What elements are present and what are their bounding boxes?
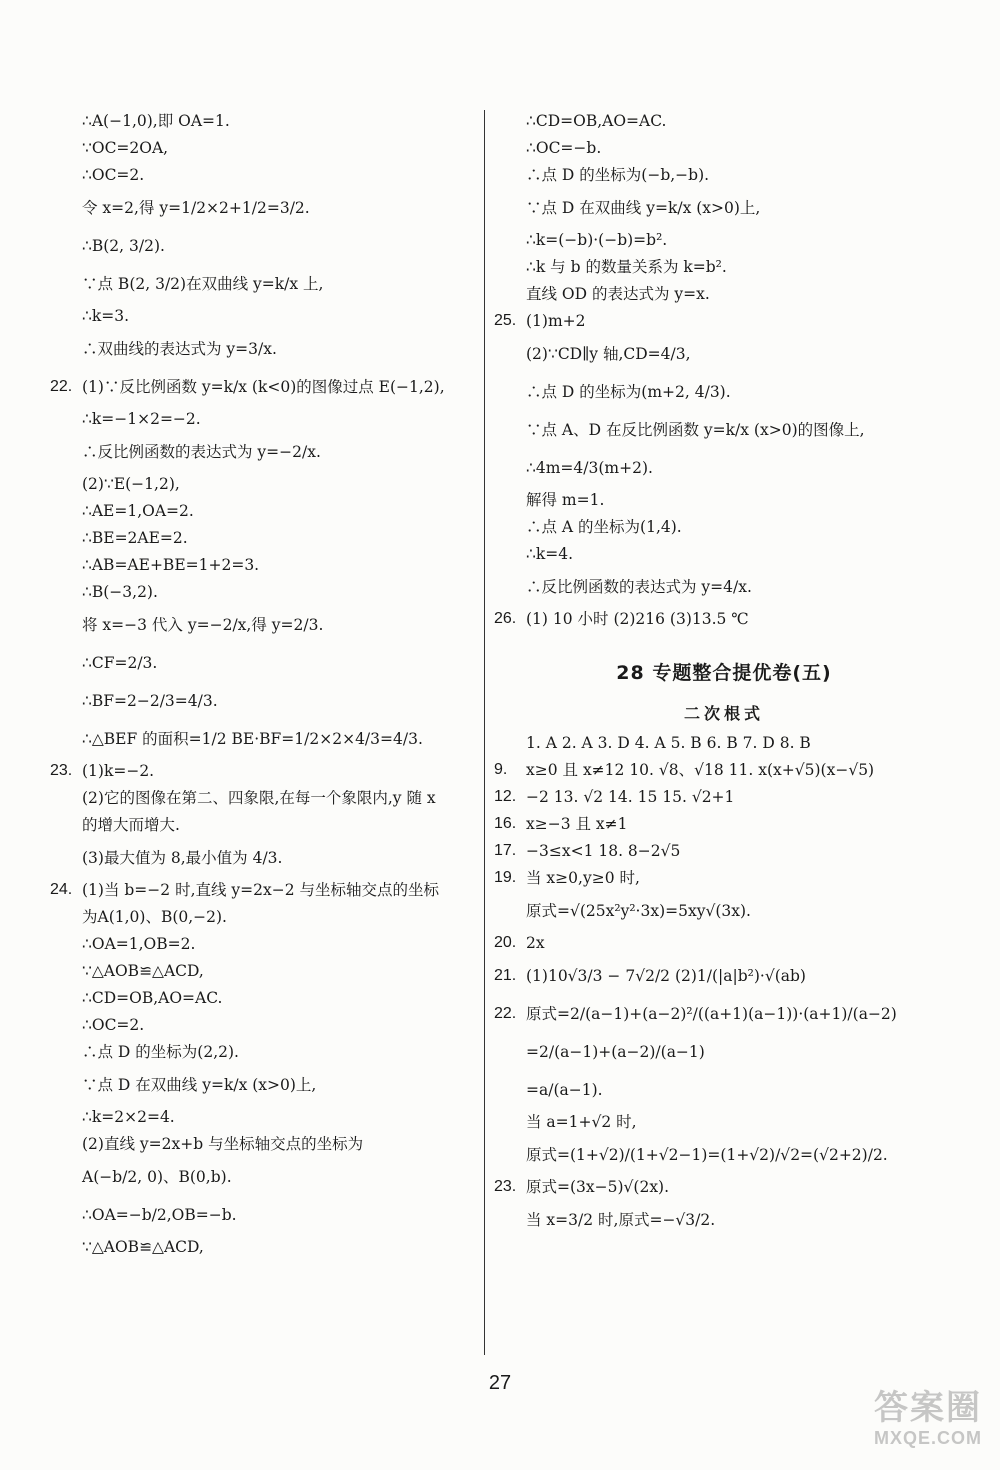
question-number: 19. bbox=[494, 869, 517, 886]
answer-line bbox=[50, 303, 480, 329]
answer-text: =a/(a−1). bbox=[526, 1081, 603, 1099]
answer-line bbox=[50, 839, 480, 877]
answer-text: ∴AE=1,OA=2. bbox=[82, 502, 194, 520]
answer-line bbox=[494, 108, 954, 134]
question-number: 12. bbox=[494, 788, 517, 805]
sub-title: 二次根式 bbox=[683, 704, 764, 723]
answer-line bbox=[494, 189, 954, 227]
answer-text: ∴△BEF 的面积=1/2 BE·BF=1/2×2×4/3=4/3. bbox=[82, 730, 423, 748]
answer-text: 原式=√(25x²y²·3x)=5xy√(3x). bbox=[526, 902, 751, 920]
answer-line bbox=[494, 838, 954, 864]
answer-line bbox=[50, 758, 480, 784]
answer-line bbox=[50, 1158, 480, 1196]
answer-line bbox=[494, 487, 954, 513]
section-title: 28 专题整合提优卷(五) bbox=[616, 662, 832, 684]
answer-text: ∴B(−3,2). bbox=[82, 583, 158, 601]
answer-text: ∴k=(−b)·(−b)=b². bbox=[526, 231, 668, 249]
answer-line bbox=[494, 995, 954, 1033]
left-column bbox=[50, 108, 480, 1261]
answer-line bbox=[50, 579, 480, 605]
answer-line bbox=[50, 525, 480, 551]
answer-line bbox=[494, 957, 954, 995]
answer-line bbox=[50, 330, 480, 368]
answer-line bbox=[50, 552, 480, 578]
answer-text: 令 x=2,得 y=1/2×2+1/2=3/2. bbox=[82, 199, 310, 217]
answer-line bbox=[50, 606, 480, 644]
answer-line bbox=[494, 606, 954, 632]
answer-line bbox=[494, 335, 954, 373]
answer-line bbox=[494, 784, 954, 810]
answer-line bbox=[494, 1201, 954, 1239]
answer-line bbox=[494, 135, 954, 161]
question-number: 25. bbox=[494, 312, 517, 329]
page-number: 27 bbox=[488, 1372, 512, 1394]
answer-line bbox=[50, 189, 480, 227]
answer-text: ∴AB=AE+BE=1+2=3. bbox=[82, 556, 260, 574]
answer-text: ∴k=3. bbox=[82, 307, 130, 325]
watermark-bottom-text: MXQE.COM bbox=[873, 1428, 982, 1448]
answer-text: ∴OC=2. bbox=[82, 166, 145, 184]
answer-line bbox=[50, 682, 480, 720]
watermark-logo bbox=[782, 1388, 982, 1452]
answer-line bbox=[494, 811, 954, 837]
answer-text: 原式=(1+√2)/(1+√2−1)=(1+√2)/√2=(√2+2)/2. bbox=[526, 1146, 888, 1164]
answer-text: ∴OC=2. bbox=[82, 1016, 145, 1034]
answer-line bbox=[50, 433, 480, 471]
answer-text: ∴点 D 的坐标为(m+2, 4/3). bbox=[526, 383, 731, 401]
answer-line bbox=[50, 720, 480, 758]
answer-line bbox=[50, 498, 480, 524]
answer-text: ∴点 A 的坐标为(1,4). bbox=[526, 518, 682, 536]
answer-text: =2/(a−1)+(a−2)/(a−1) bbox=[526, 1043, 705, 1061]
question-number: 23. bbox=[50, 762, 73, 779]
answer-text: ∴k 与 b 的数量关系为 k=b². bbox=[526, 258, 727, 276]
answer-text: (2)∵CD∥y 轴,CD=4/3, bbox=[526, 345, 691, 363]
answer-text: (2)∵E(−1,2), bbox=[82, 475, 180, 493]
answer-line bbox=[50, 1196, 480, 1234]
answer-text: (2)直线 y=2x+b 与坐标轴交点的坐标为 bbox=[82, 1135, 364, 1153]
answer-line bbox=[494, 308, 954, 334]
answer-line bbox=[494, 1071, 954, 1109]
answer-text: ∴OA=−b/2,OB=−b. bbox=[82, 1206, 237, 1224]
answer-line bbox=[494, 411, 954, 449]
question-number: 16. bbox=[494, 815, 517, 832]
answer-text: 当 x=3/2 时,原式=−√3/2. bbox=[526, 1211, 716, 1229]
answer-line bbox=[50, 1104, 480, 1130]
answer-text: (1)当 b=−2 时,直线 y=2x−2 与坐标轴交点的坐标 bbox=[82, 881, 440, 899]
answer-line bbox=[50, 785, 480, 811]
answer-text: ∴CF=2/3. bbox=[82, 654, 158, 672]
answer-text: ∴点 D 的坐标为(−b,−b). bbox=[526, 166, 710, 184]
answer-text: 直线 OD 的表达式为 y=x. bbox=[526, 285, 710, 303]
answer-text: x≥−3 且 x≠1 bbox=[526, 815, 628, 833]
watermark-top-text: 答案圈 bbox=[874, 1388, 982, 1428]
answer-text: 原式=2/(a−1)+(a−2)²/((a+1)(a−1))·(a+1)/(a−2) bbox=[526, 1005, 897, 1023]
answer-text: ∴CD=OB,AO=AC. bbox=[526, 112, 667, 130]
answer-text: ∴CD=OB,AO=AC. bbox=[82, 989, 223, 1007]
answer-text: (3)最大值为 8,最小值为 4/3. bbox=[82, 849, 283, 867]
answer-line bbox=[50, 162, 480, 188]
answer-text: 将 x=−3 代入 y=−2/x,得 y=2/3. bbox=[82, 616, 324, 634]
right-column bbox=[494, 108, 954, 1239]
answer-text: 为A(1,0)、B(0,−2). bbox=[82, 908, 227, 926]
answer-text: 解得 m=1. bbox=[526, 491, 605, 509]
answer-text: ∵点 B(2, 3/2)在双曲线 y=k/x 上, bbox=[82, 275, 324, 293]
column-divider bbox=[484, 110, 485, 1355]
answer-text: (1)k=−2. bbox=[82, 762, 155, 780]
answer-line bbox=[494, 757, 954, 783]
answer-text: ∴OC=−b. bbox=[526, 139, 602, 157]
answer-line bbox=[494, 449, 954, 487]
answer-text: (1)m+2 bbox=[526, 312, 586, 330]
answer-line bbox=[494, 1136, 954, 1174]
answer-text: ∴k=−1×2=−2. bbox=[82, 410, 201, 428]
answer-line bbox=[50, 812, 480, 838]
answer-text: ∴BE=2AE=2. bbox=[82, 529, 188, 547]
answer-line bbox=[494, 930, 954, 956]
answer-text: ∴OA=1,OB=2. bbox=[82, 935, 196, 953]
answer-text: ∴A(−1,0),即 OA=1. bbox=[82, 112, 230, 130]
answer-text: ∴k=2×2=4. bbox=[82, 1108, 175, 1126]
answer-line bbox=[50, 227, 480, 265]
answer-line bbox=[50, 1234, 480, 1260]
answer-line bbox=[494, 254, 954, 280]
answer-line bbox=[50, 904, 480, 930]
answer-text: ∵△AOB≌△ACD, bbox=[82, 1238, 204, 1256]
answer-line bbox=[494, 281, 954, 307]
answer-line bbox=[494, 1174, 954, 1200]
answer-line bbox=[494, 514, 954, 540]
question-number: 24. bbox=[50, 881, 73, 898]
answer-text: A(−b/2, 0)、B(0,b). bbox=[82, 1168, 232, 1186]
answer-text: −3≤x<1 18. 8−2√5 bbox=[526, 842, 681, 860]
answer-text: ∴点 D 的坐标为(2,2). bbox=[82, 1043, 239, 1061]
answer-text: ∵点 A、D 在反比例函数 y=k/x (x>0)的图像上, bbox=[526, 421, 865, 439]
answer-text: ∵点 D 在双曲线 y=k/x (x>0)上, bbox=[82, 1076, 317, 1094]
answer-line bbox=[50, 985, 480, 1011]
answer-line bbox=[50, 877, 480, 903]
answer-line bbox=[494, 892, 954, 930]
answer-line bbox=[50, 931, 480, 957]
right-answers-section bbox=[494, 730, 954, 1239]
answer-text: (2)它的图像在第二、四象限,在每一个象限内,y 随 x bbox=[82, 789, 436, 807]
answer-line bbox=[494, 568, 954, 606]
question-number: 22. bbox=[494, 1005, 517, 1022]
answer-line bbox=[494, 227, 954, 253]
question-number: 9. bbox=[494, 761, 508, 778]
answer-line bbox=[50, 368, 480, 406]
answer-text: 当 a=1+√2 时, bbox=[526, 1113, 637, 1131]
answer-text: ∴双曲线的表达式为 y=3/x. bbox=[82, 340, 277, 358]
answer-text: x≥0 且 x≠12 10. √8、√18 11. x(x+√5)(x−√5) bbox=[526, 761, 875, 779]
answer-text: 原式=(3x−5)√(2x). bbox=[526, 1178, 670, 1196]
question-number: 23. bbox=[494, 1178, 517, 1195]
answer-line bbox=[50, 1039, 480, 1065]
answer-text: ∴4m=4/3(m+2). bbox=[526, 459, 653, 477]
answer-text: ∴BF=2−2/3=4/3. bbox=[82, 692, 218, 710]
answer-line bbox=[50, 406, 480, 432]
answer-text: 2x bbox=[526, 934, 545, 952]
answer-line bbox=[50, 644, 480, 682]
answer-text: ∵点 D 在双曲线 y=k/x (x>0)上, bbox=[526, 199, 761, 217]
answer-line bbox=[494, 1033, 954, 1071]
answer-text: 1. A 2. A 3. D 4. A 5. B 6. B 7. D 8. B bbox=[526, 734, 811, 752]
question-number: 26. bbox=[494, 610, 517, 627]
answer-line bbox=[50, 265, 480, 303]
answer-line bbox=[50, 1012, 480, 1038]
question-number: 20. bbox=[494, 934, 517, 951]
answer-line bbox=[50, 1131, 480, 1157]
answer-line bbox=[50, 108, 480, 134]
answer-text: ∴k=4. bbox=[526, 545, 574, 563]
answer-line bbox=[50, 471, 480, 497]
answer-text: 当 x≥0,y≥0 时, bbox=[526, 869, 640, 887]
answer-line bbox=[494, 865, 954, 891]
answer-text: ∴反比例函数的表达式为 y=4/x. bbox=[526, 578, 752, 596]
answer-text: ∴B(2, 3/2). bbox=[82, 237, 165, 255]
answer-text: −2 13. √2 14. 15 15. √2+1 bbox=[526, 788, 735, 806]
answer-line bbox=[494, 730, 954, 756]
answer-text: (1)∵反比例函数 y=k/x (k<0)的图像过点 E(−1,2), bbox=[82, 378, 445, 396]
question-number: 17. bbox=[494, 842, 517, 859]
answer-line bbox=[494, 162, 954, 188]
answer-line bbox=[50, 135, 480, 161]
answer-text: (1) 10 小时 (2)216 (3)13.5 ℃ bbox=[526, 610, 749, 628]
answer-line bbox=[50, 1066, 480, 1104]
right-answers-continued bbox=[494, 108, 954, 632]
answer-text: ∴反比例函数的表达式为 y=−2/x. bbox=[82, 443, 321, 461]
answer-line bbox=[494, 373, 954, 411]
answer-text: ∵OC=2OA, bbox=[82, 139, 169, 157]
answer-text: 的增大而增大. bbox=[82, 816, 180, 834]
question-number: 21. bbox=[494, 967, 517, 984]
answer-text: (1)10√3/3 − 7√2/2 (2)1/(|a|b²)·√(ab) bbox=[526, 967, 806, 985]
answer-text: ∵△AOB≌△ACD, bbox=[82, 962, 204, 980]
question-number: 22. bbox=[50, 378, 73, 395]
answer-line bbox=[494, 541, 954, 567]
answer-line bbox=[50, 958, 480, 984]
answer-line bbox=[494, 1109, 954, 1135]
